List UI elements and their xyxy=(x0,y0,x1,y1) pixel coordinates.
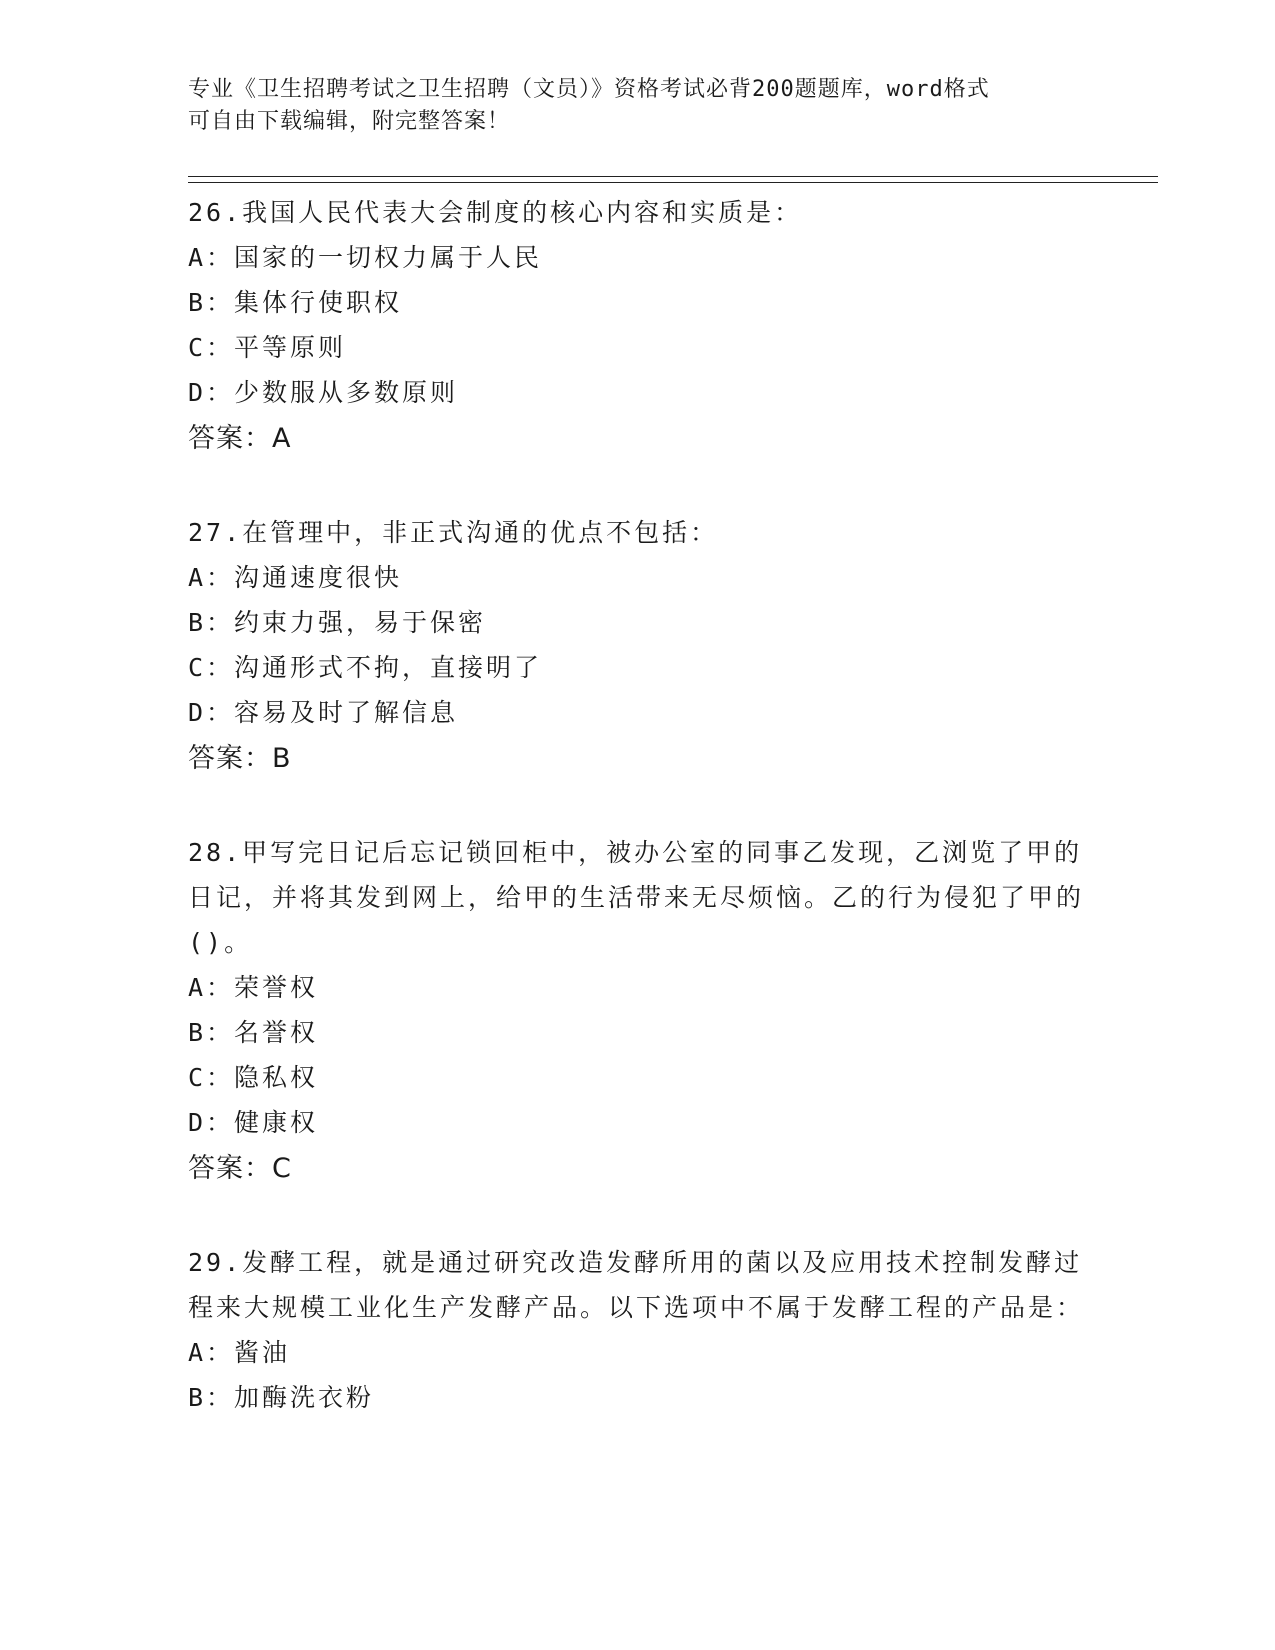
question-28 xyxy=(188,830,1088,1192)
option-a: A：荣誉权 xyxy=(188,973,319,1002)
answer-label: 答案：B xyxy=(188,743,292,774)
option-c: C：沟通形式不拘，直接明了 xyxy=(188,653,543,682)
option-a: A：国家的一切权力属于人民 xyxy=(188,243,543,272)
option-a: A：酱油 xyxy=(188,1338,291,1367)
header-divider-top xyxy=(188,176,1158,177)
option-d: D：容易及时了解信息 xyxy=(188,698,459,727)
option-b: B：约束力强，易于保密 xyxy=(188,608,487,637)
question-27 xyxy=(188,510,1088,782)
option-d: D：健康权 xyxy=(188,1108,319,1137)
option-b: B：加酶洗衣粉 xyxy=(188,1383,375,1412)
option-d: D：少数服从多数原则 xyxy=(188,378,459,407)
answer-label: 答案：A xyxy=(188,423,292,454)
option-b: B：集体行使职权 xyxy=(188,288,403,317)
option-a: A：沟通速度很快 xyxy=(188,563,403,592)
question-stem: 26.我国人民代表大会制度的核心内容和实质是： xyxy=(188,198,803,227)
option-c: C：隐私权 xyxy=(188,1063,319,1092)
header-line-2: 可自由下载编辑，附完整答案！ xyxy=(188,109,511,134)
document-header xyxy=(188,74,1068,138)
question-stem: 29.发酵工程，就是通过研究改造发酵所用的菌以及应用技术控制发酵过程来大规模工业化生产发酵产品。以下选项中不属于发酵工程的产品是： xyxy=(188,1248,1085,1322)
question-29 xyxy=(188,1240,1088,1420)
question-26 xyxy=(188,190,1088,462)
option-b: B：名誉权 xyxy=(188,1018,319,1047)
header-divider-bottom xyxy=(188,182,1158,183)
question-stem: 27.在管理中，非正式沟通的优点不包括： xyxy=(188,518,719,547)
question-stem: 28.甲写完日记后忘记锁回柜中，被办公室的同事乙发现，乙浏览了甲的日记，并将其发到网上，给甲的生活带来无尽烦恼。乙的行为侵犯了甲的()。 xyxy=(188,838,1085,957)
answer-label: 答案：C xyxy=(188,1153,292,1184)
question-list xyxy=(188,190,1088,1468)
option-c: C：平等原则 xyxy=(188,333,347,362)
header-line-1: 专业《卫生招聘考试之卫生招聘（文员）》资格考试必背200题题库，word格式 xyxy=(188,77,990,102)
